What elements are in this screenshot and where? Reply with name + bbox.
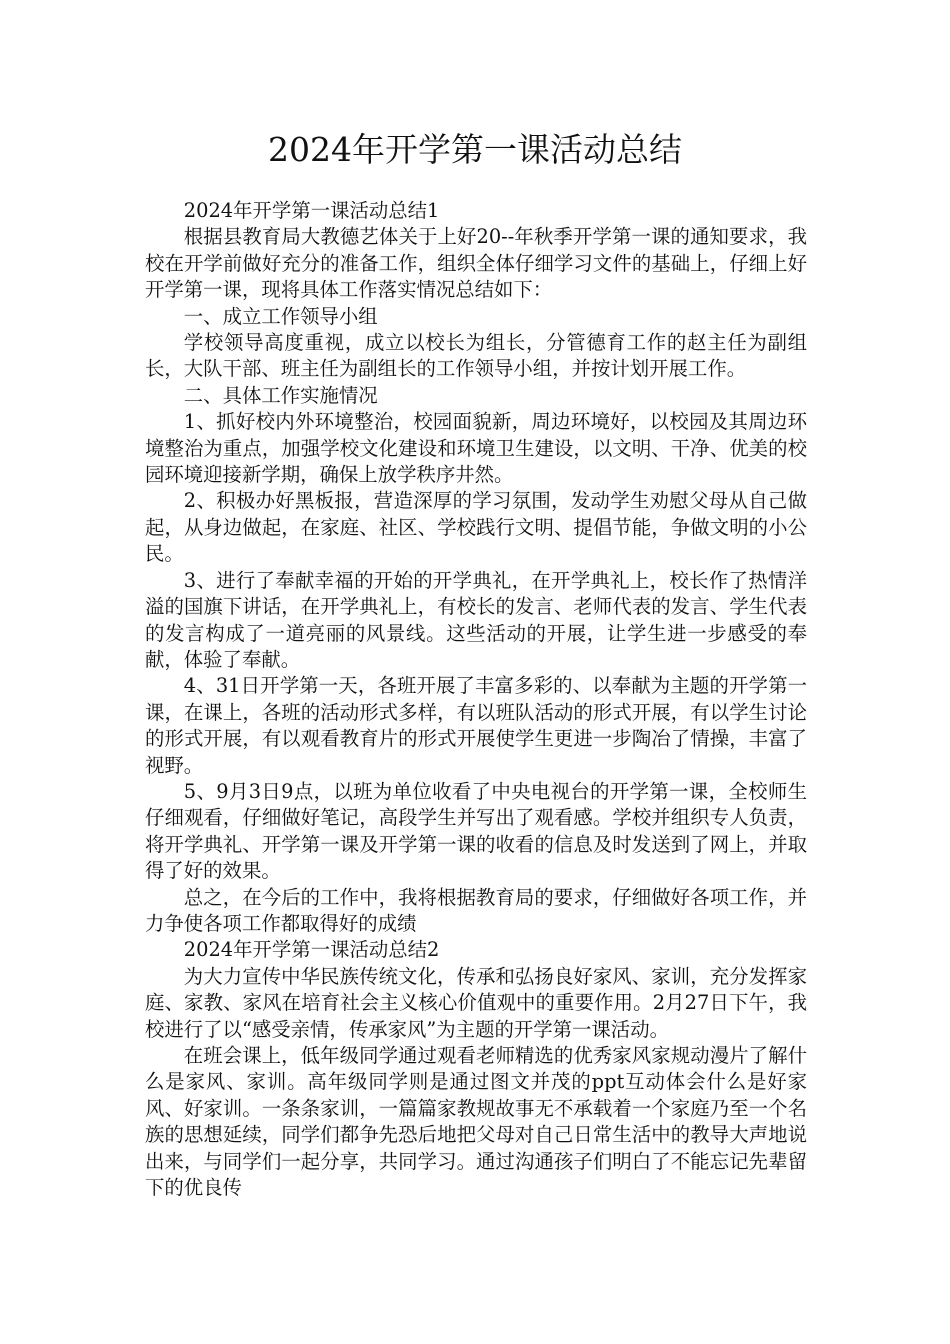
paragraph: 5、9月3日9点，以班为单位收看了中央电视台的开学第一课，全校师生仔细观看，仔细做好笔记，高段学生并写出了观看感。学校并组织专人负责，将开学典礼、开学第一课及开学第一课的收看的信息及时发送到了网上，并取得了好的效果。 [145,779,807,883]
paragraph: 在班会课上，低年级同学通过观看老师精选的优秀家风家规动漫片了解什么是家风、家训。高年级同学则是通过图文并茂的ppt互动体会什么是好家风、好家训。一条条家训，一篇篇家教规故事无不承载着一个家庭乃至一个名族的思想延续，同学们都争先恐后地把父母对自己日常生活中的教导大声地说出来，与同学们一起分享，共同学习。通过沟通孩子们明白了不能忘记先辈留下的优良传 [145,1044,807,1200]
document-title: 2024年开学第一课活动总结 [268,130,682,169]
paragraph: 为大力宣传中华民族传统文化，传承和弘扬良好家风、家训，充分发挥家庭、家教、家风在培育社会主义核心价值观中的重要作用。2月27日下午，我校进行了以“感受亲情，传承家风”为主题的开学第一课活动。 [145,964,807,1041]
section-heading: 2024年开学第一课活动总结2 [183,938,440,962]
paragraph: 根据县教育局大教德艺体关于上好20--年秋季开学第一课的通知要求，我校在开学前做好充分的准备工作，组织全体仔细学习文件的基础上，仔细上好开学第一课，现将具体工作落实情况总结如下： [145,225,807,302]
paragraph: 总之，在今后的工作中，我将根据教育局的要求，仔细做好各项工作，并力争使各项工作都取得好的成绩 [145,885,807,935]
section-heading: 二、具体工作实施情况 [183,383,378,407]
section-heading: 一、成立工作领导小组 [183,304,378,328]
paragraph: 1、抓好校内外环境整治，校园面貌新，周边环境好，以校园及其周边环境整治为重点，加强学校文化建设和环境卫生建设，以文明、干净、优美的校园环境迎接新学期，确保上放学秩序井然。 [145,410,807,487]
paragraph: 2、积极办好黑板报，营造深厚的学习氛围，发动学生劝慰父母从自己做起，从身边做起，在家庭、社区、学校践行文明、提倡节能，争做文明的小公民。 [145,489,807,566]
paragraph: 学校领导高度重视，成立以校长为组长，分管德育工作的赵主任为副组长，大队干部、班主任为副组长的工作领导小组，并按计划开展工作。 [145,331,807,381]
paragraph: 4、31日开学第一天，各班开展了丰富多彩的、以奉献为主题的开学第一课，在课上，各班的活动形式多样，有以班队活动的形式开展，有以学生讨论的形式开展，有以观看教育片的形式开展使学生更进一步陶冶了情操，丰富了视野。 [145,674,807,777]
document-body [145,198,807,1201]
section-heading: 2024年开学第一课活动总结1 [183,199,440,222]
paragraph: 3、进行了奉献幸福的开始的开学典礼，在开学典礼上，校长作了热情洋溢的国旗下讲话，在开学典礼上，有校长的发言、老师代表的发言、学生代表的发言构成了一道亮丽的风景线。这些活动的开展，让学生进一步感受的奉献，体验了奉献。 [145,568,807,671]
